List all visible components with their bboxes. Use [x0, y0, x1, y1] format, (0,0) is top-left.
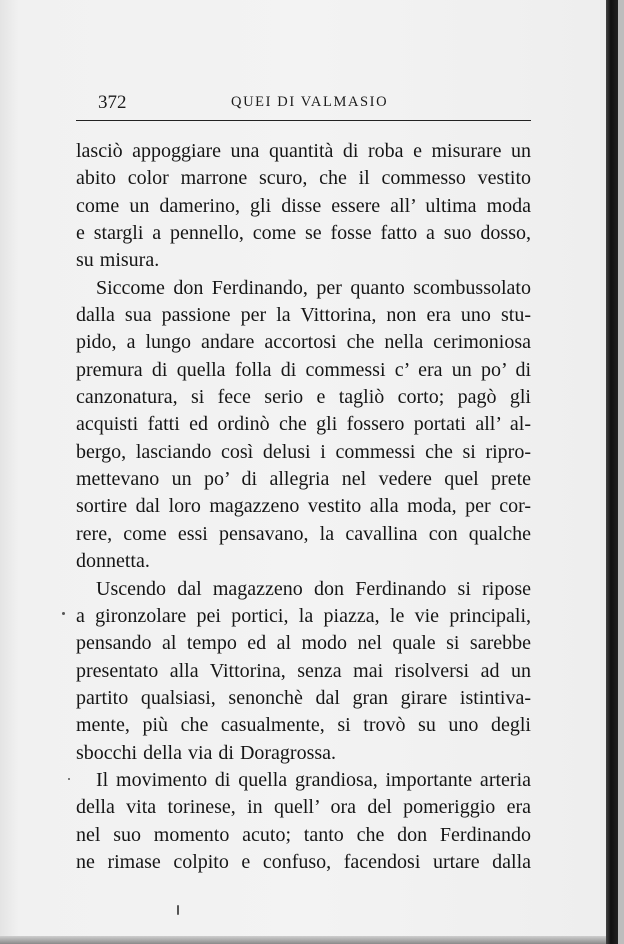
text-line: acquisti fatti ed ordinò che gli fossero portati all’ al- [76, 413, 531, 436]
text-line: della vita torinese, in quell’ ora del pomeriggio era [76, 796, 531, 819]
text-line: lasciò appoggiare una quantità di roba e misurare un [76, 140, 531, 162]
ink-speck [177, 905, 179, 915]
text-line: dalla sua passione per la Vittorina, non era uno stu- [76, 304, 531, 327]
text-line: Il movimento di quella grandiosa, importante arteria [96, 768, 531, 791]
text-line: canzonatura, si fece serio e tagliò corto; pagò gli [76, 386, 531, 409]
text-line: partito qualsiasi, senonchè dal gran girare istintiva- [76, 686, 531, 709]
text-line: abito color marrone scuro, che il commesso vestito [76, 167, 531, 190]
text-line: presentato alla Vittorina, senza mai risolversi ad un [76, 659, 531, 682]
ink-speck [62, 612, 65, 615]
text-line: rere, come essi pensavano, la cavallina con qualche [76, 522, 531, 545]
text-line: premura di quella folla di commessi c’ era un po’ di [76, 358, 531, 381]
text-line: nel suo momento acuto; tanto che don Ferdinando [76, 823, 531, 846]
text-line: sortire dal loro magazzeno vestito alla moda, per cor- [76, 495, 531, 518]
text-line: ne rimase colpito e confuso, facendosi urtare dalla [76, 850, 531, 873]
running-head [76, 92, 528, 114]
text-line: Siccome don Ferdinando, per quanto scombussolato [96, 276, 531, 299]
running-title: QUEI DI VALMASIO [231, 94, 389, 110]
page-edge-shadow [606, 0, 618, 944]
text-line: come un damerino, gli disse essere all’ ultima moda [76, 194, 531, 217]
page-bottom-edge [0, 936, 606, 944]
text-line: su misura. [76, 249, 160, 272]
text-line: donnetta. [76, 550, 150, 573]
ink-speck [68, 778, 70, 780]
text-line: mente, più che casualmente, si trovò su uno degli [76, 714, 531, 737]
page-number: 372 [98, 92, 127, 113]
page-edge [618, 0, 624, 944]
text-line: e stargli a pennello, come se fosse fatto a suo dosso, [76, 222, 531, 245]
text-line: a gironzolare pei portici, la piazza, le vie principali, [76, 604, 531, 627]
text-line: pido, a lungo andare accortosi che nella cerimoniosa [76, 331, 531, 354]
text-line: Uscendo dal magazzeno don Ferdinando si ripose [96, 577, 531, 600]
header-rule [76, 120, 531, 121]
text-line: sbocchi della via di Doragrossa. [76, 741, 337, 764]
text-line: bergo, lasciando così delusi i commessi che si ripro- [76, 440, 531, 463]
text-line: pensando al tempo ed al modo nel quale si sarebbe [76, 632, 531, 655]
text-line: mettevano un po’ di allegria nel vedere quel prete [76, 468, 531, 491]
body-text [76, 138, 531, 876]
